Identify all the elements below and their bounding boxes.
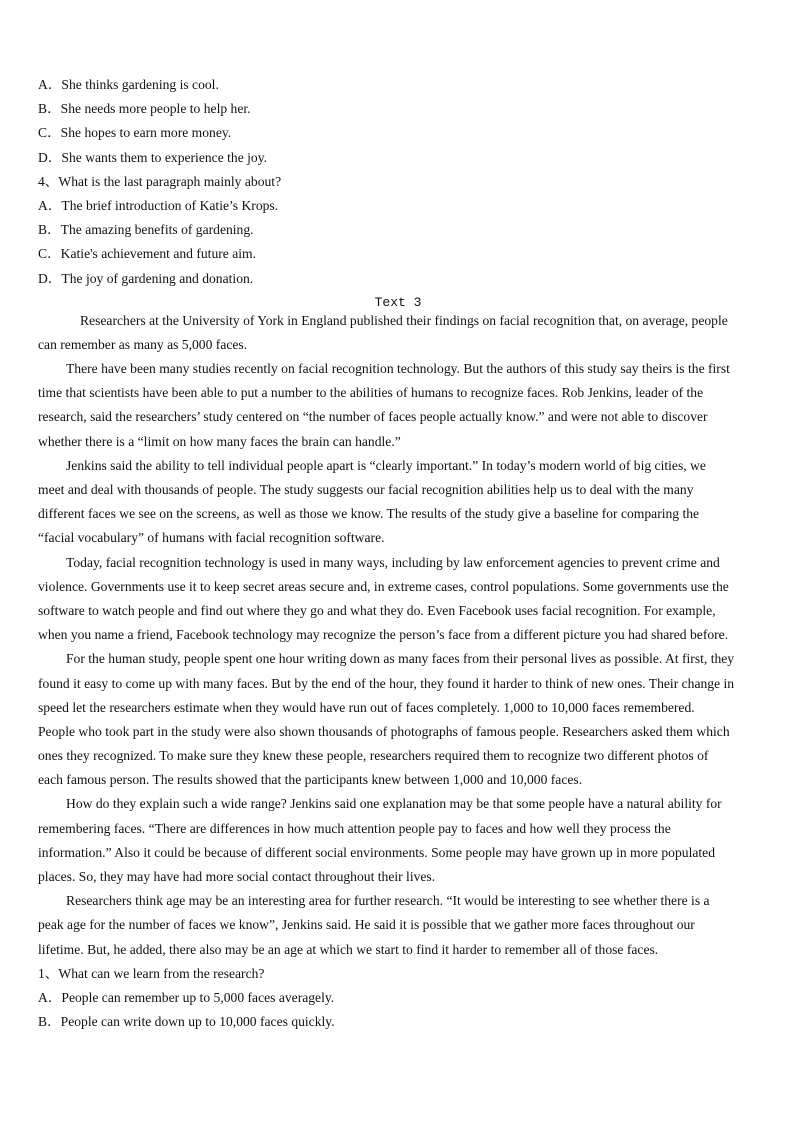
answer-option: C．Katie's achievement and future aim. — [38, 246, 256, 262]
passage-line: remembering faces. “There are differences in how much attention people pay to faces and how well they process the — [38, 820, 671, 836]
passage-line: places. So, they may have had more social contact throughout their lives. — [38, 869, 436, 884]
passage-line: software to watch people and find out where they go and what they do. Even Facebook uses facial recognition. For example, — [38, 602, 716, 618]
passage-line: People who took part in the study were also shown thousands of photographs of famous people. Researchers asked them which — [38, 723, 730, 739]
passage-line: For the human study, people spent one hour writing down as many faces from their personal lives as possible. At first, they — [66, 651, 735, 667]
passage-line: There have been many studies recently on facial recognition technology. But the authors of this study say theirs is the first — [66, 361, 730, 377]
answer-option: A．People can remember up to 5,000 faces averagely. — [38, 989, 335, 1005]
passage-line: meet and deal with thousands of people. The study suggests our facial recognition abilities help us to deal with the many — [38, 482, 694, 497]
answer-option: D．She wants them to experience the joy. — [38, 149, 268, 165]
passage-line: information.” Also it could be because of different social environments. Some people may have grown up in more populated — [38, 844, 715, 860]
passage-line: whether there is a “limit on how many faces the brain can handle.” — [38, 433, 401, 449]
passage-line: time that scientists have been able to put a number to the abilities of humans to recognize faces. Rob Jenkins, leader of the — [38, 385, 704, 401]
question-stem: 4、What is the last paragraph mainly about? — [38, 173, 282, 189]
passage-line: peak age for the number of faces we know”, Jenkins said. He said it is possible that we gather more faces throughout our — [38, 917, 695, 933]
passage-line: different faces we see on the screens, as well as those we know. The results of the study give a baseline for comparing the — [38, 506, 700, 522]
passage-line: each famous person. The results showed that the participants knew between 1,000 and 10,000 faces. — [38, 772, 583, 788]
passage-line: when you name a friend, Facebook technology may recognize the person’s face from a different picture you had shared before. — [38, 627, 729, 643]
passage-line: lifetime. But, he added, there also may be an age at which we start to find it harder to remember all of those faces. — [38, 941, 659, 957]
passage-line: can remember as many as 5,000 faces. — [38, 336, 248, 352]
answer-option: B．She needs more people to help her. — [38, 101, 251, 117]
passage-line: ones they recognized. To make sure they knew these people, researchers required them to recognize two different photos of — [38, 748, 709, 764]
document-page — [38, 73, 758, 1034]
passage-line: Jenkins said the ability to tell individual people apart is “clearly important.” In today’s modern world of big cities, we — [66, 457, 706, 473]
passage-line: research, said the researchers’ study centered on “the number of faces people actually know.” and were not able to discover — [38, 409, 708, 425]
section-heading: Text 3 — [374, 294, 422, 310]
passage-line: found it easy to come up with many faces. But by the end of the hour, they found it harder to think of new ones. Their change in — [38, 675, 735, 691]
answer-option: D．The joy of gardening and donation. — [38, 270, 254, 286]
answer-option: C．She hopes to earn more money. — [38, 125, 232, 141]
passage-line: Researchers at the University of York in England published their findings on facial recognition that, on average, people — [80, 312, 728, 328]
passage-line: violence. Governments use it to keep secret areas secure and, in extreme cases, control populations. Some governments use the — [38, 578, 729, 594]
passage-line: Today, facial recognition technology is used in many ways, including by law enforcement agencies to prevent crime and — [66, 554, 720, 570]
answer-option: B．The amazing benefits of gardening. — [38, 222, 254, 238]
question-stem: 1、What can we learn from the research? — [38, 965, 265, 981]
passage-line: “facial vocabulary” of humans with facial recognition software. — [38, 530, 385, 546]
answer-option: A．The brief introduction of Katie’s Krops. — [38, 197, 279, 213]
passage-line: Researchers think age may be an interesting area for further research. “It would be interesting to see whether there is a — [66, 893, 710, 909]
passage-line: How do they explain such a wide range? Jenkins said one explanation may be that some people have a natural ability for — [66, 796, 722, 812]
answer-option: B．People can write down up to 10,000 faces quickly. — [38, 1014, 335, 1030]
passage-line: speed let the researchers estimate when they would have run out of faces completely. 1,000 to 10,000 faces remembered. — [38, 699, 695, 715]
answer-option: A．She thinks gardening is cool. — [38, 77, 219, 92]
